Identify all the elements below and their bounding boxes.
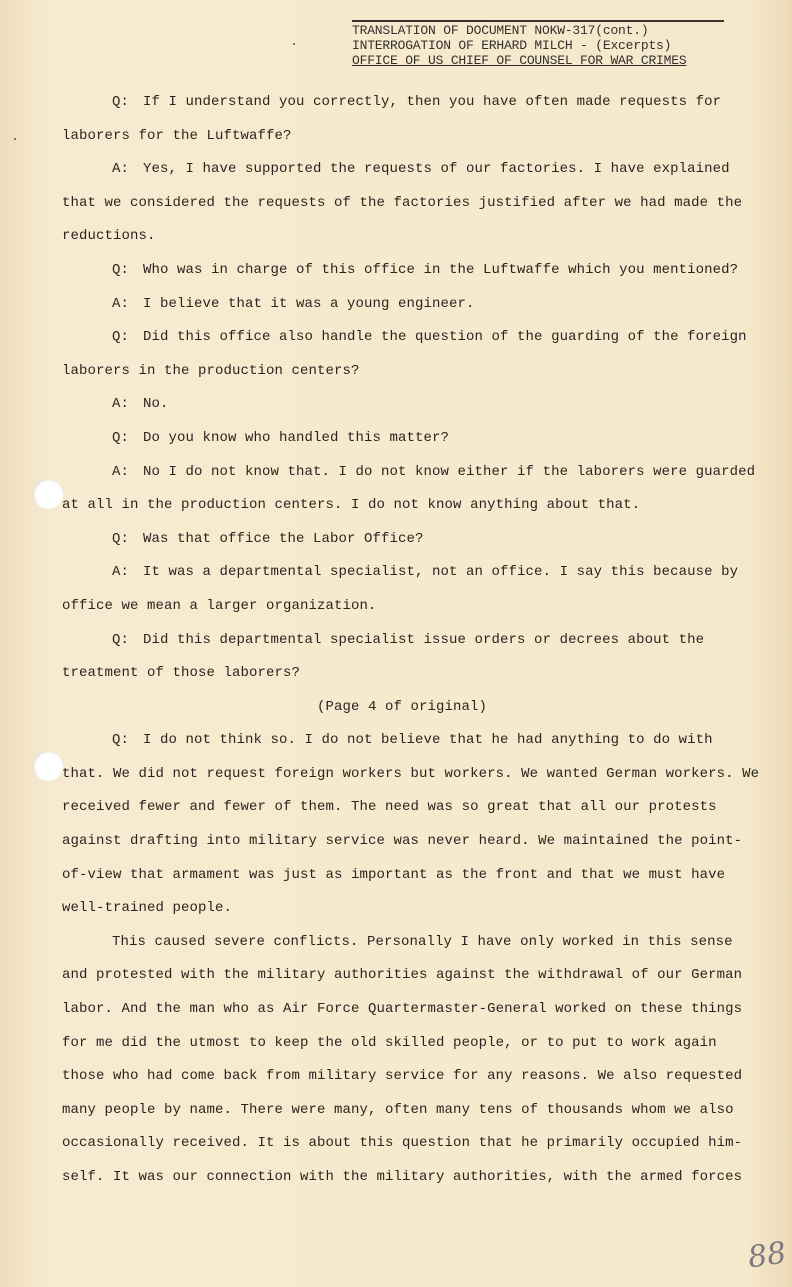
line-text: Did this office also handle the question of the guarding of the foreign	[143, 329, 747, 346]
speaker-label: A:	[112, 463, 130, 480]
speaker-label: A:	[112, 295, 130, 312]
paragraph-first-line	[62, 254, 739, 288]
speaker-label: Q:	[112, 530, 130, 547]
paragraph-line	[62, 791, 732, 825]
line-text: for me did the utmost to keep the old skilled people, or to put to work again	[62, 1034, 717, 1051]
speaker-label: A:	[112, 396, 130, 413]
line-text: and protested with the military authorities against the withdrawal of our German	[62, 967, 743, 984]
handwritten-page-number: 88	[745, 1235, 789, 1276]
transcript-body	[62, 86, 760, 1195]
paragraph-line	[62, 489, 732, 523]
line-text: treatment of those laborers?	[62, 665, 301, 682]
header-rule	[352, 20, 724, 22]
line-text: laborers in the production centers?	[62, 362, 360, 379]
paragraph-first-line	[62, 153, 732, 187]
original-page-marker: (Page 4 of original)	[316, 698, 488, 715]
line-text: that. We did not request foreign workers but workers. We wanted German workers. We	[62, 765, 760, 782]
line-text: received fewer and fewer of them. The need was so great that all our protests	[62, 799, 717, 816]
speaker-label: A:	[112, 564, 130, 581]
speaker-label: Q:	[112, 94, 130, 110]
line-text: Yes, I have supported the requests of our factories. I have explained	[143, 161, 730, 178]
header-line-3: OFFICE OF US CHIEF OF COUNSEL FOR WAR CRIMES	[352, 53, 687, 68]
paragraph-first-line	[62, 556, 739, 590]
paragraph-first-line	[62, 724, 732, 758]
paragraph-line	[62, 1127, 743, 1161]
line-text: I believe that it was a young engineer.	[143, 295, 475, 312]
speaker-label: Q:	[112, 329, 130, 346]
punch-hole	[33, 479, 63, 509]
speaker-label: Q:	[112, 261, 130, 278]
speaker-label: Q:	[112, 732, 130, 749]
line-text: against drafting into military service was never heard. We maintained the point-	[62, 833, 743, 850]
line-text: No I do not know that. I do not know either if the laborers were guarded	[143, 463, 756, 480]
paragraph-line	[62, 355, 732, 389]
line-text: Did this departmental specialist issue orders or decrees about the	[143, 631, 705, 648]
paragraph-first-line	[62, 624, 732, 658]
paragraph-first-line	[62, 86, 732, 120]
line-text: office we mean a larger organization.	[62, 597, 377, 614]
line-text: of-view that armament was just as important as the front and that we must have	[62, 866, 726, 883]
line-text: well-trained people.	[62, 900, 233, 917]
paragraph-line	[62, 1094, 732, 1128]
paragraph-line	[62, 1060, 743, 1094]
paragraph-line	[62, 220, 732, 254]
speaker-label: Q:	[112, 631, 130, 648]
line-text: This caused severe conflicts. Personally I have only worked in this sense	[112, 933, 733, 950]
line-text: self. It was our connection with the military authorities, with the armed forces	[62, 1169, 743, 1185]
paragraph-first-line	[62, 288, 732, 322]
line-text: No.	[143, 396, 169, 413]
header-line-2: INTERROGATION OF ERHARD MILCH - (Excerpts)	[352, 38, 672, 53]
ink-speck	[14, 138, 16, 140]
speaker-label: Q:	[112, 429, 130, 446]
document-header	[352, 20, 724, 68]
paragraph-line	[62, 825, 743, 859]
paragraph-line	[62, 120, 732, 154]
line-text: If I understand you correctly, then you have often made requests for	[143, 94, 722, 110]
paragraph-line	[62, 590, 732, 624]
line-text: Was that office the Labor Office?	[143, 530, 424, 547]
paragraph-line	[62, 959, 743, 993]
line-text: many people by name. There were many, often many tens of thousands whom we also	[62, 1101, 734, 1118]
line-text: reductions.	[62, 228, 156, 245]
paragraph-line	[62, 758, 760, 792]
line-text: that we considered the requests of the factories justified after we had made the	[62, 194, 743, 211]
line-text: Do you know who handled this matter?	[143, 429, 450, 446]
paragraph-line	[62, 1027, 732, 1061]
ink-speck	[293, 43, 295, 45]
paragraph-line	[62, 859, 732, 893]
paragraph-first-line	[62, 926, 732, 960]
paragraph-first-line	[62, 388, 732, 422]
paragraph-first-line	[62, 321, 747, 355]
header-line-1: TRANSLATION OF DOCUMENT NOKW-317(cont.)	[352, 23, 649, 38]
paragraph-line	[62, 993, 743, 1027]
line-text: at all in the production centers. I do not know anything about that.	[62, 497, 641, 514]
line-text: I do not think so. I do not believe that he had anything to do with	[143, 732, 713, 749]
line-text: Who was in charge of this office in the Luftwaffe which you mentioned?	[143, 261, 739, 278]
paragraph-first-line	[62, 422, 732, 456]
line-text: laborers for the Luftwaffe?	[62, 127, 292, 144]
speaker-label: A:	[112, 161, 130, 178]
paragraph-first-line	[62, 456, 756, 490]
line-text: occasionally received. It is about this question that he primarily occupied him-	[62, 1135, 743, 1152]
paragraph-line	[62, 892, 732, 926]
line-text: those who had come back from military service for any reasons. We also requested	[62, 1068, 743, 1085]
line-text: It was a departmental specialist, not an office. I say this because by	[143, 564, 739, 581]
line-text: labor. And the man who as Air Force Quartermaster-General worked on these things	[62, 1001, 743, 1018]
paragraph-first-line	[62, 523, 732, 557]
paragraph-line	[62, 187, 743, 221]
paragraph-line	[62, 657, 732, 691]
paragraph-line	[62, 1161, 743, 1195]
punch-hole	[33, 751, 63, 781]
